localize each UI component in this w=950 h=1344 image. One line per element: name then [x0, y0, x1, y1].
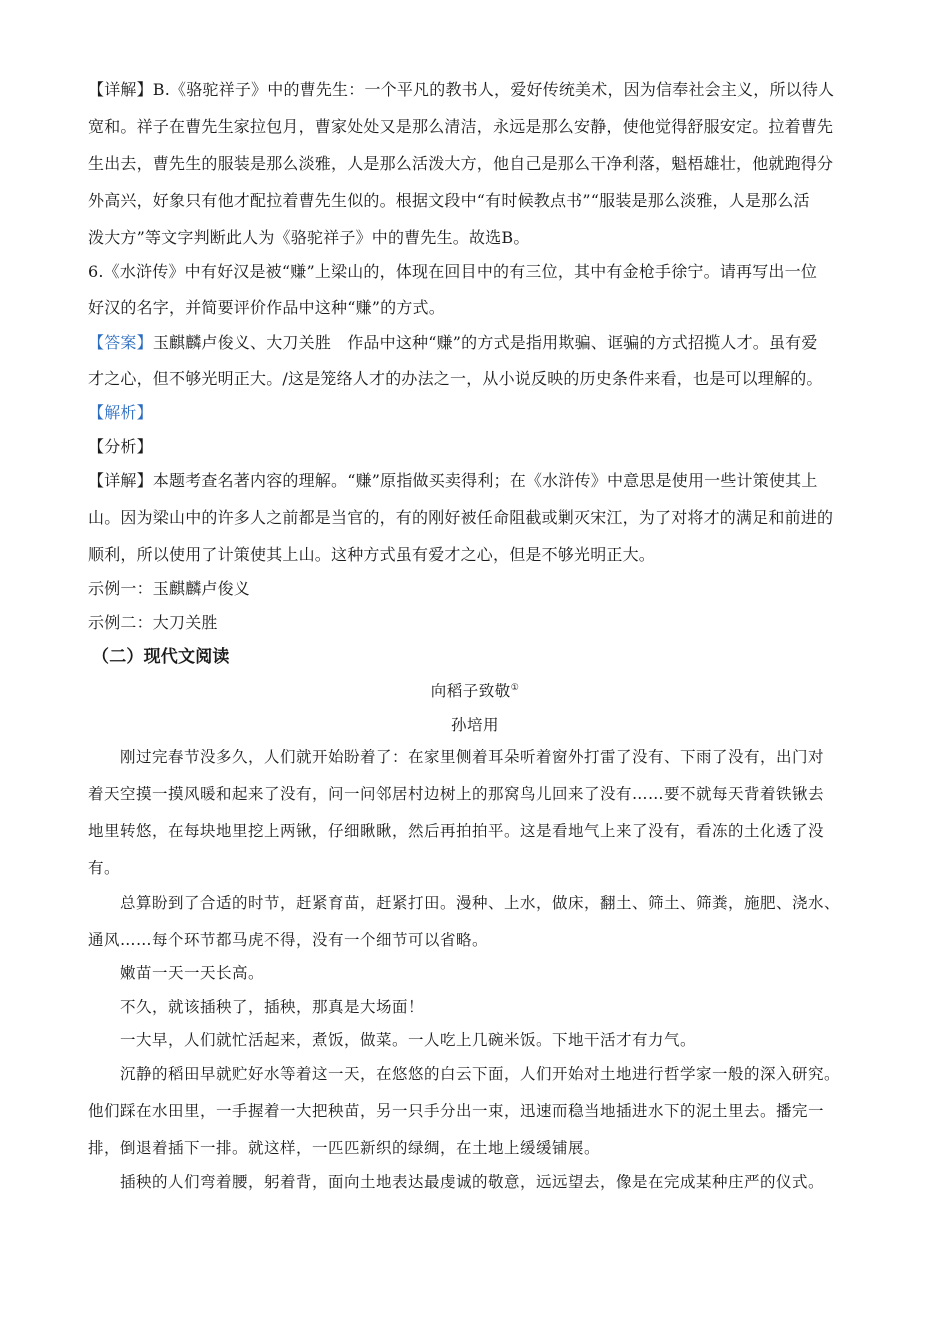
answer-tag: 【答案】	[88, 333, 153, 352]
article-title-text: 向稻子致敬	[430, 682, 511, 700]
article-line-8: 不久，就该插秧了，插秧，那真是大场面！	[120, 998, 425, 1016]
answer-text-1: 玉麒麟卢俊义、大刀关胜 作品中这种“赚”的方式是指用欺骗、诓骗的方式招揽人才。虽有爱	[152, 333, 818, 352]
article-line-9: 一大早，人们就忙活起来，煮饭，做菜。一人吃上几碗米饭。下地干活才有力气。	[120, 1031, 697, 1049]
article-title	[0, 680, 950, 702]
article-line-13: 插秧的人们弯着腰，躬着背，面向土地表达最虔诚的敬意，远远望去，像是在完成某种庄严的仪式。	[120, 1173, 825, 1191]
article-line-2: 着天空摸一摸风暖和起来了没有，问一问邻居村边树上的那窝鸟儿回来了没有……要不就每天背着铁锹去	[88, 785, 825, 803]
article-line-11: 他们踩在水田里，一手握着一大把秧苗，另一只手分出一束，迅速而稳当地插进水下的泥土里去。播完一	[88, 1102, 825, 1120]
q6-question-line-2: 好汉的名字，并简要评价作品中这种“赚”的方式。	[88, 298, 445, 317]
q6-answer-line-2: 才之心，但不够光明正大。/这是笼络人才的办法之一，从小说反映的历史条件来看，也是可以理解的。	[88, 369, 823, 388]
q5-detail-line-3: 生出去，曹先生的服装是那么淡雅，人是那么活泼大方，他自己是那么干净利落，魁梧雄壮，他就跑得分	[88, 154, 834, 173]
q6-question-line-1: 6.《水浒传》中有好汉是被“赚”上梁山的，体现在回目中的有三位，其中有金枪手徐宁。请再写出一位	[88, 262, 818, 281]
footnote-mark: ①	[510, 682, 520, 693]
example-2: 示例二：大刀关胜	[88, 613, 218, 632]
q6-answer-line-1	[88, 332, 868, 354]
analysis-subtag: 【分析】	[88, 437, 153, 456]
q5-detail-line-2: 宽和。祥子在曹先生家拉包月，曹家处处又是那么清洁，永远是那么安静，使他觉得舒服安定。拉着曹先	[88, 117, 834, 136]
q5-detail-line-1: 【详解】B.《骆驼祥子》中的曹先生：一个平凡的教书人，爱好传统美术，因为信奉社会主义，所以待人	[88, 80, 835, 99]
q5-detail-line-4: 外高兴，好象只有他才配拉着曹先生似的。根据文段中“有时候教点书”“服装是那么淡雅，人是那么活	[88, 191, 810, 210]
q6-detail-line-3: 顺利，所以使用了计策使其上山。这种方式虽有爱才之心，但是不够光明正大。	[88, 545, 656, 564]
article-author: 孙培用	[450, 716, 499, 734]
article-line-6: 通风……每个环节都马虎不得，没有一个细节可以省略。	[88, 931, 489, 949]
example-1: 示例一：玉麒麟卢俊义	[88, 579, 251, 598]
analysis-tag: 【解析】	[88, 403, 153, 422]
section-heading: （二）现代文阅读	[92, 647, 230, 667]
q6-detail-line-1: 【详解】本题考查名著内容的理解。“赚”原指做买卖得利；在《水浒传》中意思是使用一些计策使其上	[88, 471, 818, 490]
q6-detail-line-2: 山。因为梁山中的许多人之前都是当官的，有的刚好被任命阻截或剿灭宋江，为了对将才的满足和前进的	[88, 508, 834, 527]
article-line-7: 嫩苗一天一天长高。	[120, 964, 265, 982]
article-line-10: 沉静的稻田早就贮好水等着这一天，在悠悠的白云下面，人们开始对土地进行哲学家一般的深入研究。	[120, 1065, 841, 1083]
article-line-12: 排，倒退着插下一排。就这样，一匹匹新织的绿绸，在土地上缓缓铺展。	[88, 1139, 601, 1157]
article-line-5: 总算盼到了合适的时节，赶紧育苗，赶紧打田。漫种、上水，做床，翻土、筛土、筛粪，施肥、浇水、	[120, 894, 841, 912]
article-line-4: 有。	[88, 859, 121, 877]
article-line-1: 刚过完春节没多久，人们就开始盼着了：在家里侧着耳朵听着窗外打雷了没有、下雨了没有，出门对	[120, 748, 825, 766]
q5-detail-line-5: 泼大方”等文字判断此人为《骆驼祥子》中的曹先生。故选B。	[88, 228, 530, 247]
article-line-3: 地里转悠，在每块地里挖上两锹，仔细瞅瞅，然后再拍拍平。这是看地气上来了没有，看冻的土化透了没	[88, 822, 825, 840]
